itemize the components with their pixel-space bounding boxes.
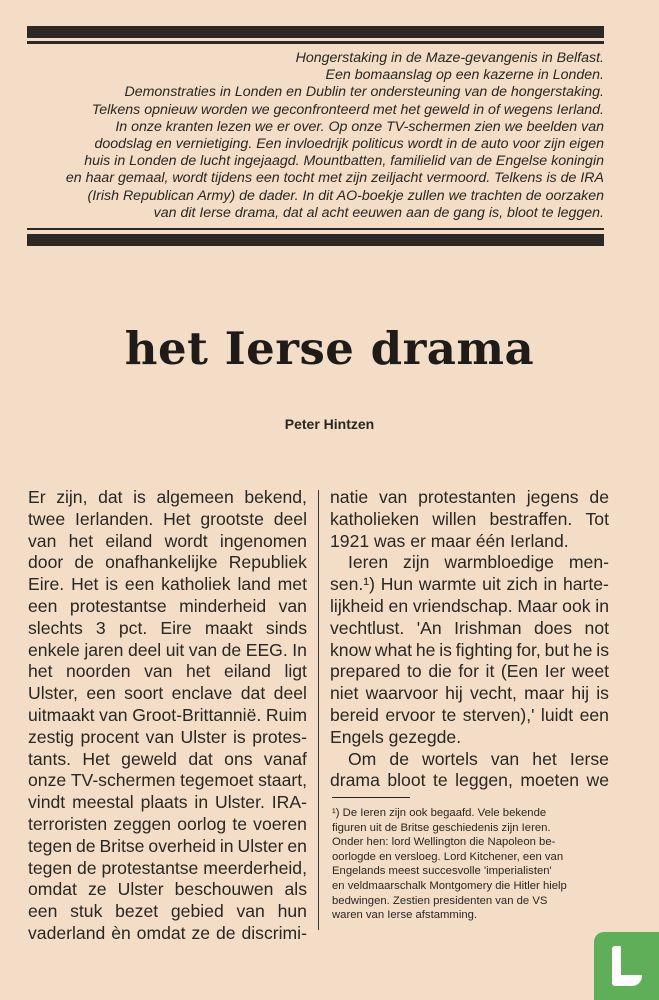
body-line: zestig procent van Ulster is protes- bbox=[28, 726, 307, 747]
body-line: niet waarvoor hij vecht, maar hij is bbox=[330, 683, 609, 704]
body-line: uitmaakt van Groot-Brittannië. Ruim bbox=[28, 704, 307, 725]
footnote-line: waren van Ierse afstamming. bbox=[332, 909, 478, 922]
footnote-rule bbox=[332, 797, 410, 798]
body-line: enkele jaren deel uit van de EEG. In bbox=[28, 639, 307, 660]
body-line: twee Ierlanden. Het grootste deel bbox=[28, 508, 307, 529]
middle-rule-thick bbox=[27, 234, 604, 246]
body-column-left bbox=[28, 487, 307, 945]
body-line: van het eiland wordt ingenomen bbox=[28, 530, 307, 551]
body-line: 1921 was er maar één Ierland. bbox=[330, 530, 569, 551]
body-line: Ulster, een soort enclave dat deel bbox=[28, 683, 307, 704]
logo-icon bbox=[612, 946, 642, 986]
body-line: vindt meestal plaats in Ulster. IRA- bbox=[28, 792, 307, 813]
footnote-line: Onder hen: lord Wellington die Napoleon be- bbox=[332, 836, 556, 849]
top-rule-thin bbox=[27, 41, 604, 44]
body-line: vechtlust. 'An Irishman does not bbox=[330, 617, 609, 638]
intro-line: van dit Ierse drama, dat al acht eeuwen aan de gang is, bloot te leggen. bbox=[153, 204, 604, 221]
body-line: katholieken willen bestraffen. Tot bbox=[330, 508, 609, 529]
body-line: natie van protestanten jegens de bbox=[330, 487, 609, 507]
footnote-line: ¹) De Ieren zijn ook begaafd. Vele bekende bbox=[332, 807, 547, 819]
body-line: het noorden van het eiland ligt bbox=[28, 661, 307, 682]
footnote-line: Engelands meest succesvolle 'imperialisten' bbox=[332, 865, 552, 878]
top-rule-thick bbox=[27, 26, 604, 38]
footnote-line: figuren uit de Britse geschiedenis zijn Ieren. bbox=[332, 821, 551, 834]
footnote-line: en veldmaarschalk Montgomery die Hitler hielp bbox=[332, 879, 567, 892]
body-line: sen.¹) Hun warmte uit zich in harte- bbox=[330, 574, 609, 595]
column-divider bbox=[318, 490, 319, 930]
body-line: tegen de Britse overheid in Ulster en bbox=[28, 835, 307, 856]
body-line: Ieren zijn warmbloedige men- bbox=[348, 552, 609, 573]
body-line: een protestantse minderheid van bbox=[28, 595, 307, 616]
intro-line: huis in Londen de lucht ingejaagd. Mountbatten, familielid van de Engelse koningin bbox=[84, 153, 604, 170]
body-line: door de onafhankelijke Republiek bbox=[28, 552, 307, 573]
body-line: Om de wortels van het Ierse bbox=[348, 748, 609, 769]
intro-paragraph bbox=[27, 50, 604, 222]
body-line: Engels gezegde. bbox=[330, 726, 462, 747]
body-line: een stuk bezet gebied van hun bbox=[28, 901, 307, 922]
body-line: drama bloot te leggen, moeten we bbox=[330, 770, 609, 791]
intro-line: Een bomaanslag op een kazerne in Londen. bbox=[325, 67, 604, 84]
body-line: Er zijn, dat is algemeen bekend, bbox=[28, 487, 307, 507]
footnote-line: bedwingen. Zestien presidenten van de VS bbox=[332, 894, 548, 907]
body-line: omdat ze Ulster beschouwen als bbox=[28, 879, 307, 900]
footnote bbox=[332, 806, 606, 923]
footnote-line: oorlogde en versloeg. Lord Kitchener, een van bbox=[332, 850, 564, 863]
intro-line: Telkens opnieuw worden we geconfronteerd met het geweld in of wegens Ierland. bbox=[91, 101, 604, 118]
body-line: know what he is fighting for, but he is bbox=[330, 639, 609, 660]
body-line: prepared to die for it (Een Ier weet bbox=[330, 661, 609, 682]
body-line: slechts 3 pct. Eire maakt sinds bbox=[28, 617, 307, 638]
intro-line: Demonstraties in Londen en Dublin ter ondersteuning van de hongerstaking. bbox=[124, 84, 604, 101]
intro-line: en haar gemaal, wordt tijdens een tocht met zijn zeiljacht vermoord. Telkens is de IRA bbox=[65, 170, 604, 187]
body-line: bereid ervoor te sterven),' luidt een bbox=[330, 704, 609, 725]
article-title: het Ierse drama bbox=[124, 322, 535, 375]
body-line: onze TV-schermen tegemoet staart, bbox=[28, 770, 307, 791]
body-line: tants. Het geweld dat ons vanaf bbox=[28, 748, 307, 769]
intro-line: In onze kranten lezen we er over. Op onze TV-schermen zien we beelden van bbox=[115, 118, 604, 135]
body-line: lijkheid en vriendschap. Maar ook in bbox=[330, 595, 609, 616]
intro-line: (Irish Republican Army) de dader. In dit AO-boekje zullen we trachten de oorzaken bbox=[87, 187, 604, 204]
body-column-right bbox=[330, 487, 609, 792]
author-byline: Peter Hintzen bbox=[284, 416, 375, 432]
corner-logo bbox=[594, 932, 659, 1000]
intro-line: doodslag en vernietiging. Een invloedrijk politicus wordt in de auto voor zijn eigen bbox=[94, 136, 604, 153]
body-line: Eire. Het is een katholiek land met bbox=[28, 574, 307, 595]
body-line: tegen de protestantse meerderheid, bbox=[28, 857, 307, 878]
body-line: terroristen zeggen oorlog te voeren bbox=[28, 813, 307, 834]
intro-line: Hongerstaking in de Maze-gevangenis in Belfast. bbox=[295, 50, 604, 66]
middle-rule-thin bbox=[27, 228, 604, 230]
body-line: vaderland èn omdat ze de discrimi- bbox=[28, 922, 307, 943]
